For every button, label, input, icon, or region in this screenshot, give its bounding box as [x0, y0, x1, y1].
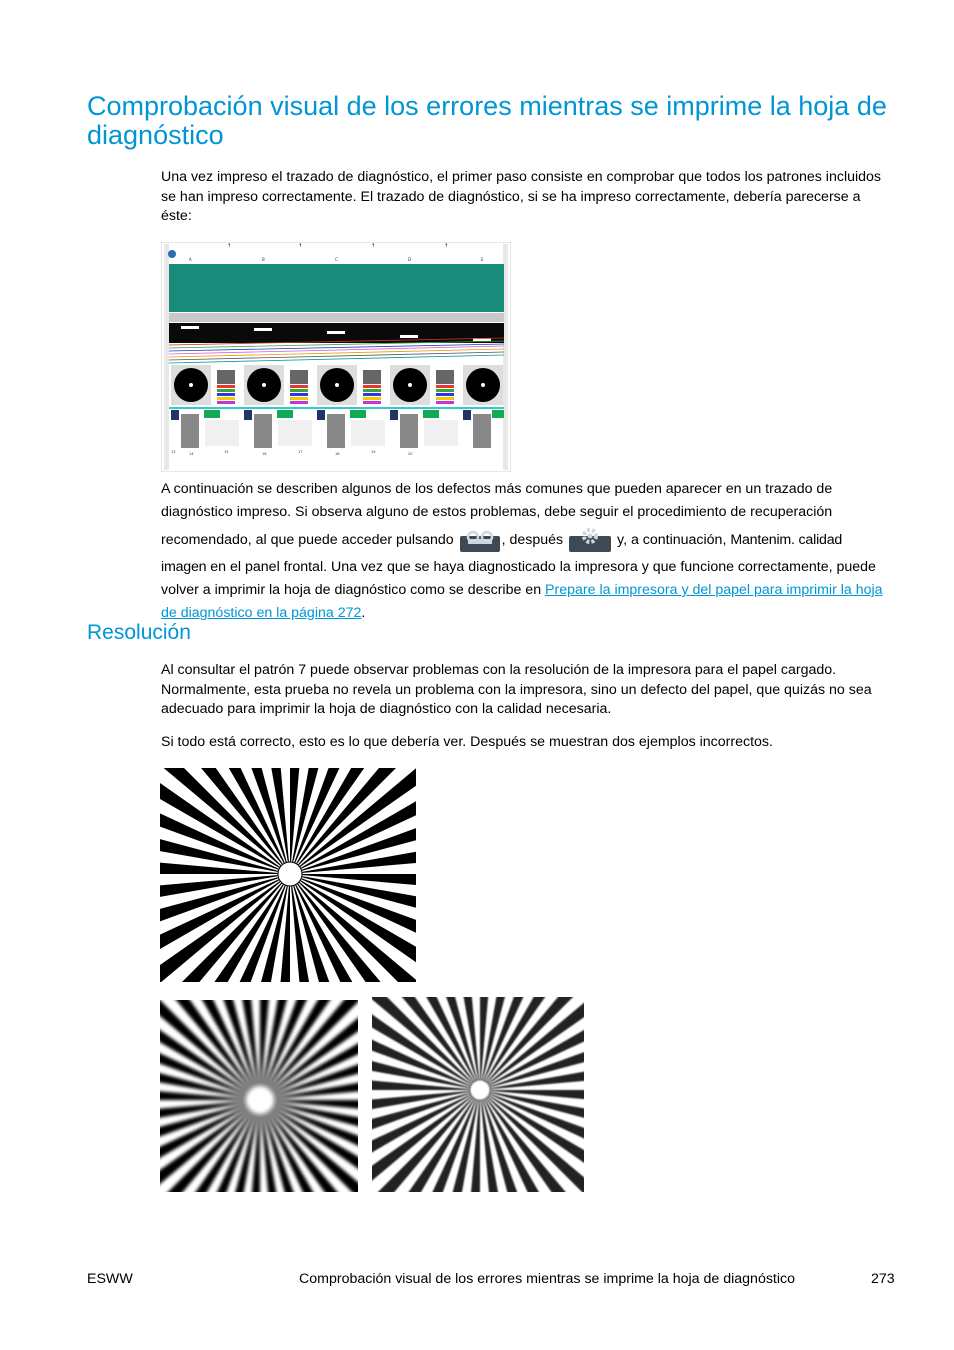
starburst-correct-image: [160, 768, 416, 982]
svg-text:↑: ↑: [444, 243, 449, 249]
number-label: 13: [171, 450, 176, 454]
number-label: 17: [298, 450, 303, 454]
number-label: 19: [371, 450, 376, 454]
svg-text:↑: ↑: [227, 243, 232, 249]
footer-page-number: 273: [871, 1271, 895, 1287]
number-label: 20: [408, 452, 413, 456]
svg-text:↑: ↑: [298, 243, 303, 249]
para2-part1: A continuación se describen algunos de los defectos más comunes que pueden aparecer en un trazado de diagnóstico impreso. Si observa alguno de estos problemas, debe seguir el procedimiento de recuperación recomendado, al que puede acceder pulsando: [161, 481, 833, 548]
menu-item-name: Mantenim. calidad imagen: [161, 531, 843, 575]
settings-gear-icon: [569, 536, 611, 552]
para2-part2: , después: [501, 531, 564, 548]
resolution-paragraph-2: Si todo está correcto, esto es lo que debería ver. Después se muestran dos ejemplos incorrectos.: [161, 734, 773, 750]
diagnostic-plot-image: [161, 242, 511, 472]
column-letter: B: [262, 257, 265, 262]
prepare-printer-link[interactable]: Prepare la impresora y del papel para imprimir la hoja de diagnóstico en la página 272: [161, 582, 883, 621]
para2-part3: y, a continuación,: [617, 531, 727, 548]
intro-paragraph: Una vez impreso el trazado de diagnóstico, el primer paso consiste en comprobar que todos los patrones incluidos se han impreso correctamente. El trazado de diagnóstico, si se ha impreso correctamente, debería parecerse a éste:: [161, 169, 882, 224]
number-label: 16: [262, 452, 267, 456]
starburst-incorrect-blurred-image: [160, 1000, 358, 1192]
column-letter: A: [189, 257, 192, 262]
section-title: Resolución: [87, 621, 191, 644]
svg-text:↑: ↑: [371, 243, 376, 249]
number-label: 15: [224, 450, 229, 454]
para2-part4: en el panel frontal. Una vez que se haya diagnosticado la impresora y que funcione correctamente, puede volver a imprimir la hoja de diagnóstico como se describe en: [161, 559, 876, 598]
para2-part5: .: [361, 605, 366, 621]
defects-paragraph: [161, 478, 891, 625]
column-letter: C: [335, 257, 338, 262]
hp-logo-icon: [168, 250, 176, 258]
resolution-paragraph: Al consultar el patrón 7 puede observar problemas con la resolución de la impresora para el papel cargado. Normalmente, esta prueba no revela un problema con la impresora, sino un defecto del papel, que quizás no sea adecuado para imprimir la hoja de diagnóstico con la calidad necesaria.: [161, 662, 872, 717]
number-label: 18: [335, 452, 340, 456]
column-letter: D: [408, 257, 412, 262]
page-heading: Comprobación visual de los errores mientras se imprime la hoja de diagnóstico: [87, 91, 887, 150]
footer-left: ESWW: [87, 1271, 133, 1287]
column-letter: E: [481, 257, 484, 262]
starburst-incorrect-noisy-image: [372, 997, 584, 1192]
tools-icon: [460, 536, 500, 552]
footer-title: Comprobación visual de los errores mientras se imprime la hoja de diagnóstico: [299, 1271, 796, 1287]
number-label: 14: [189, 452, 194, 456]
